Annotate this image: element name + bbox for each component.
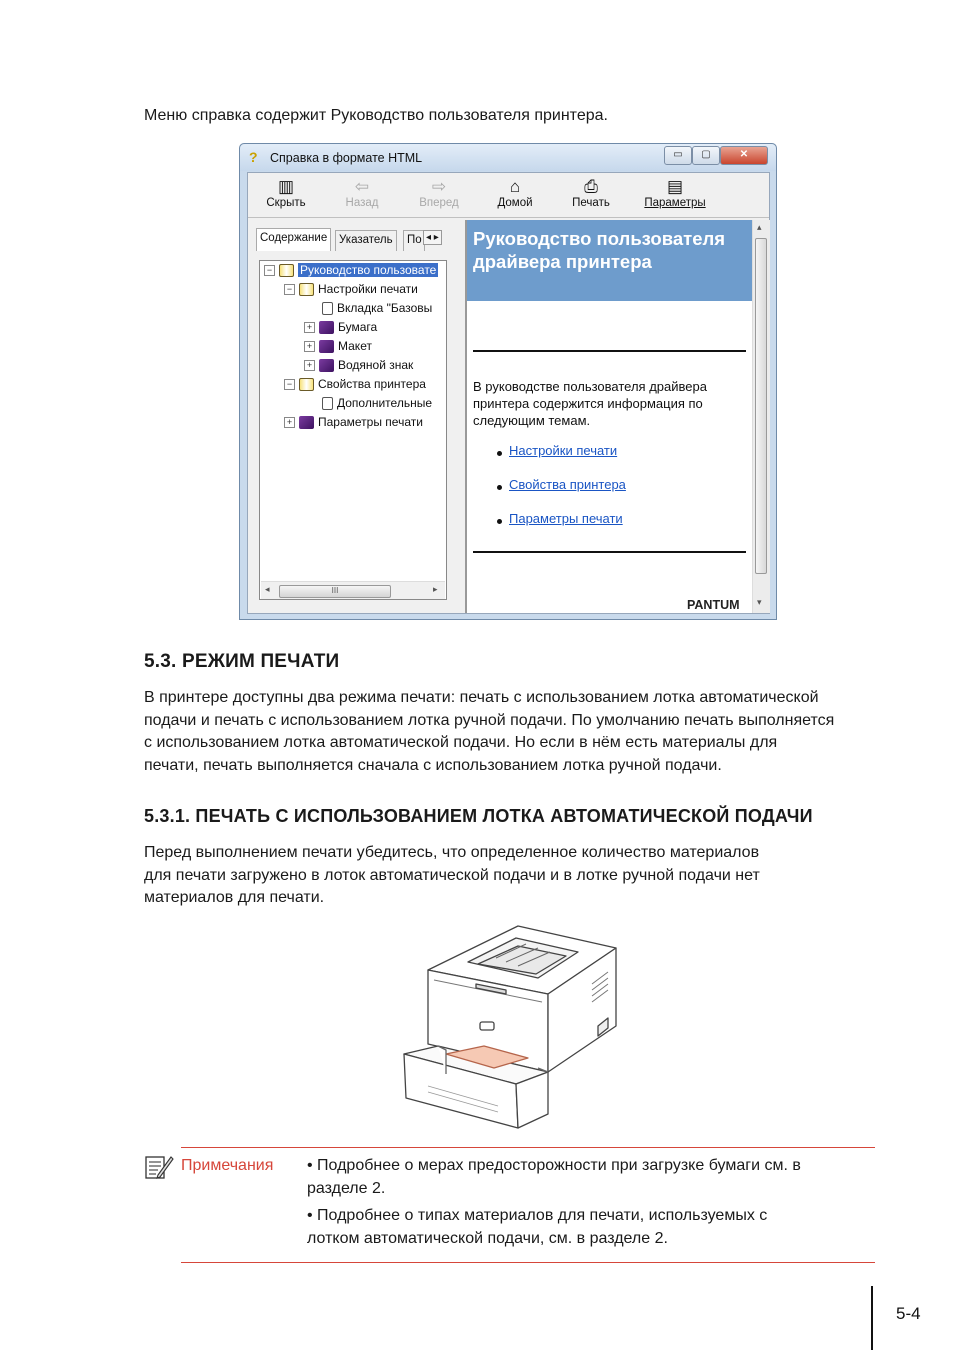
page-icon — [322, 397, 333, 410]
window-title: Справка в формате HTML — [270, 151, 423, 165]
tree-item-print-settings[interactable]: − Настройки печати — [284, 280, 418, 299]
back-arrow-icon: ⇦ — [354, 177, 370, 196]
scroll-right-icon[interactable]: ▸ — [433, 584, 438, 594]
content-description: В руководстве пользователя драйвера принтера содержится информация по следующим темам. — [473, 379, 707, 428]
text-line: с использованием лотка автоматической подачи. Но если в нём есть материалы для — [144, 734, 778, 752]
scroll-down-icon[interactable]: ▾ — [757, 597, 762, 607]
print-label: Печать — [572, 197, 610, 209]
window-titlebar — [240, 144, 776, 171]
minimize-button[interactable]: ▭ — [664, 146, 692, 165]
forward-arrow-icon: ⇨ — [431, 177, 447, 196]
page-icon — [322, 302, 333, 315]
hide-button[interactable] — [252, 177, 320, 215]
tree-horizontal-scrollbar[interactable] — [261, 581, 445, 599]
forward-button[interactable] — [405, 177, 473, 215]
bullet-icon — [497, 519, 502, 524]
note-item-2 — [307, 1205, 877, 1250]
section-5-3-body — [144, 687, 904, 777]
maximize-button[interactable]: ▢ — [692, 146, 720, 165]
tab-contents[interactable]: Содержание — [256, 228, 331, 251]
note-label: Примечания — [181, 1157, 274, 1174]
content-pane — [465, 220, 769, 613]
book-icon — [319, 359, 334, 372]
content-banner — [467, 220, 752, 301]
window-client — [247, 172, 770, 614]
bullet-icon — [497, 451, 502, 456]
toolbar — [248, 173, 769, 218]
home-button[interactable] — [481, 177, 549, 215]
text-line: подачи и печать с использованием лотка ручной подачи. По умолчанию печать выполняется — [144, 711, 835, 729]
collapse-icon: − — [284, 379, 295, 390]
expand-icon: + — [284, 417, 295, 428]
help-window — [239, 143, 777, 620]
hide-label: Скрыть — [266, 197, 306, 209]
printer-illustration — [398, 922, 623, 1130]
book-icon — [319, 321, 334, 334]
note-icon — [144, 1153, 174, 1181]
close-button[interactable]: ✕ — [720, 146, 768, 165]
text-line: лотком автоматической подачи, см. в разделе 2. — [307, 1229, 668, 1247]
navigation-pane — [251, 219, 459, 613]
scroll-thumb[interactable] — [755, 238, 767, 574]
tree-item-layout[interactable]: + Макет — [304, 337, 372, 356]
tree-item-root[interactable]: − Руководство пользовате — [264, 261, 438, 280]
content-vertical-scrollbar[interactable] — [752, 220, 770, 613]
expand-icon: + — [304, 341, 315, 352]
book-icon — [299, 416, 314, 429]
intro-text: Меню справка содержит Руководство пользователя принтера. — [144, 107, 608, 124]
text-line: • Подробнее о типах материалов для печати, используемых с — [307, 1207, 768, 1224]
scroll-left-icon[interactable]: ◂ — [265, 584, 270, 594]
text-line: печати, печать выполняется сначала с использованием лотка ручной подачи. — [144, 756, 722, 774]
note-top-rule — [181, 1147, 875, 1148]
text-line: для печати загружено в лоток автоматической подачи и в лотке ручной подачи нет — [144, 866, 760, 884]
section-5-3-title: 5.3. РЕЖИМ ПЕЧАТИ — [144, 651, 340, 672]
options-label: Параметры — [644, 197, 706, 209]
note-bottom-rule — [181, 1262, 875, 1263]
text-line: разделе 2. — [307, 1179, 386, 1197]
tree-item-watermark[interactable]: + Водяной знак — [304, 356, 413, 375]
book-icon — [319, 340, 334, 353]
text-line: • Подробнее о мерах предосторожности при загрузке бумаги см. в — [307, 1157, 801, 1174]
scroll-up-icon[interactable]: ▴ — [757, 222, 762, 232]
page-number-rule — [871, 1286, 873, 1350]
tab-search[interactable]: По — [403, 230, 425, 251]
forward-label: Вперед — [419, 197, 459, 209]
section-5-3-1-body — [144, 842, 904, 910]
collapse-icon: − — [284, 284, 295, 295]
tree-item-paper[interactable]: + Бумага — [304, 318, 377, 337]
back-label: Назад — [345, 197, 379, 209]
collapse-icon: − — [264, 265, 275, 276]
hide-pane-icon: ▥ — [277, 177, 295, 196]
back-button[interactable] — [328, 177, 396, 215]
content-heading: Руководство пользователя драйвера принтера — [473, 228, 726, 272]
open-book-icon — [299, 378, 314, 391]
text-line: Перед выполнением печати убедитесь, что определенное количество материалов — [144, 844, 760, 861]
home-label: Домой — [497, 197, 533, 209]
link-print-settings[interactable]: Настройки печати — [509, 443, 618, 458]
page-number: 5-4 — [896, 1304, 921, 1323]
options-icon: ▤ — [666, 177, 684, 196]
tab-index[interactable]: Указатель — [335, 230, 397, 251]
bullet-icon — [497, 485, 502, 490]
expand-icon: + — [304, 322, 315, 333]
open-book-icon — [299, 283, 314, 296]
home-icon: ⌂ — [509, 177, 521, 196]
link-printer-properties[interactable]: Свойства принтера — [509, 477, 626, 492]
expand-icon: + — [304, 360, 315, 371]
printer-icon: ⎙ — [584, 177, 598, 196]
note-item-1 — [307, 1155, 877, 1200]
print-button[interactable] — [557, 177, 625, 215]
tree-item-print-parameters[interactable]: + Параметры печати — [284, 413, 423, 432]
tree-item-printer-properties[interactable]: − Свойства принтера — [284, 375, 426, 394]
contents-tree — [259, 260, 447, 600]
open-book-icon — [279, 264, 294, 277]
tab-scroll-arrows[interactable]: ◂ ▸ — [423, 230, 442, 245]
divider — [473, 350, 746, 352]
help-app-icon: ? — [249, 149, 258, 165]
section-5-3-1-title: 5.3.1. ПЕЧАТЬ С ИСПОЛЬЗОВАНИЕМ ЛОТКА АВТОМАТИЧЕСКОЙ ПОДАЧИ — [144, 806, 813, 826]
brand-label: PANTUM — [687, 598, 740, 612]
scroll-thumb[interactable]: III — [279, 585, 391, 598]
text-line: В принтере доступны два режима печати: печать с использованием лотка автоматической — [144, 689, 819, 706]
options-button[interactable] — [633, 177, 717, 215]
tree-item-advanced[interactable]: Дополнительные — [322, 394, 432, 413]
link-print-parameters[interactable]: Параметры печати — [509, 511, 623, 526]
text-line: материалов для печати. — [144, 889, 325, 907]
tree-item-basic-tab[interactable]: Вкладка "Базовы — [322, 299, 432, 318]
divider — [473, 551, 746, 553]
